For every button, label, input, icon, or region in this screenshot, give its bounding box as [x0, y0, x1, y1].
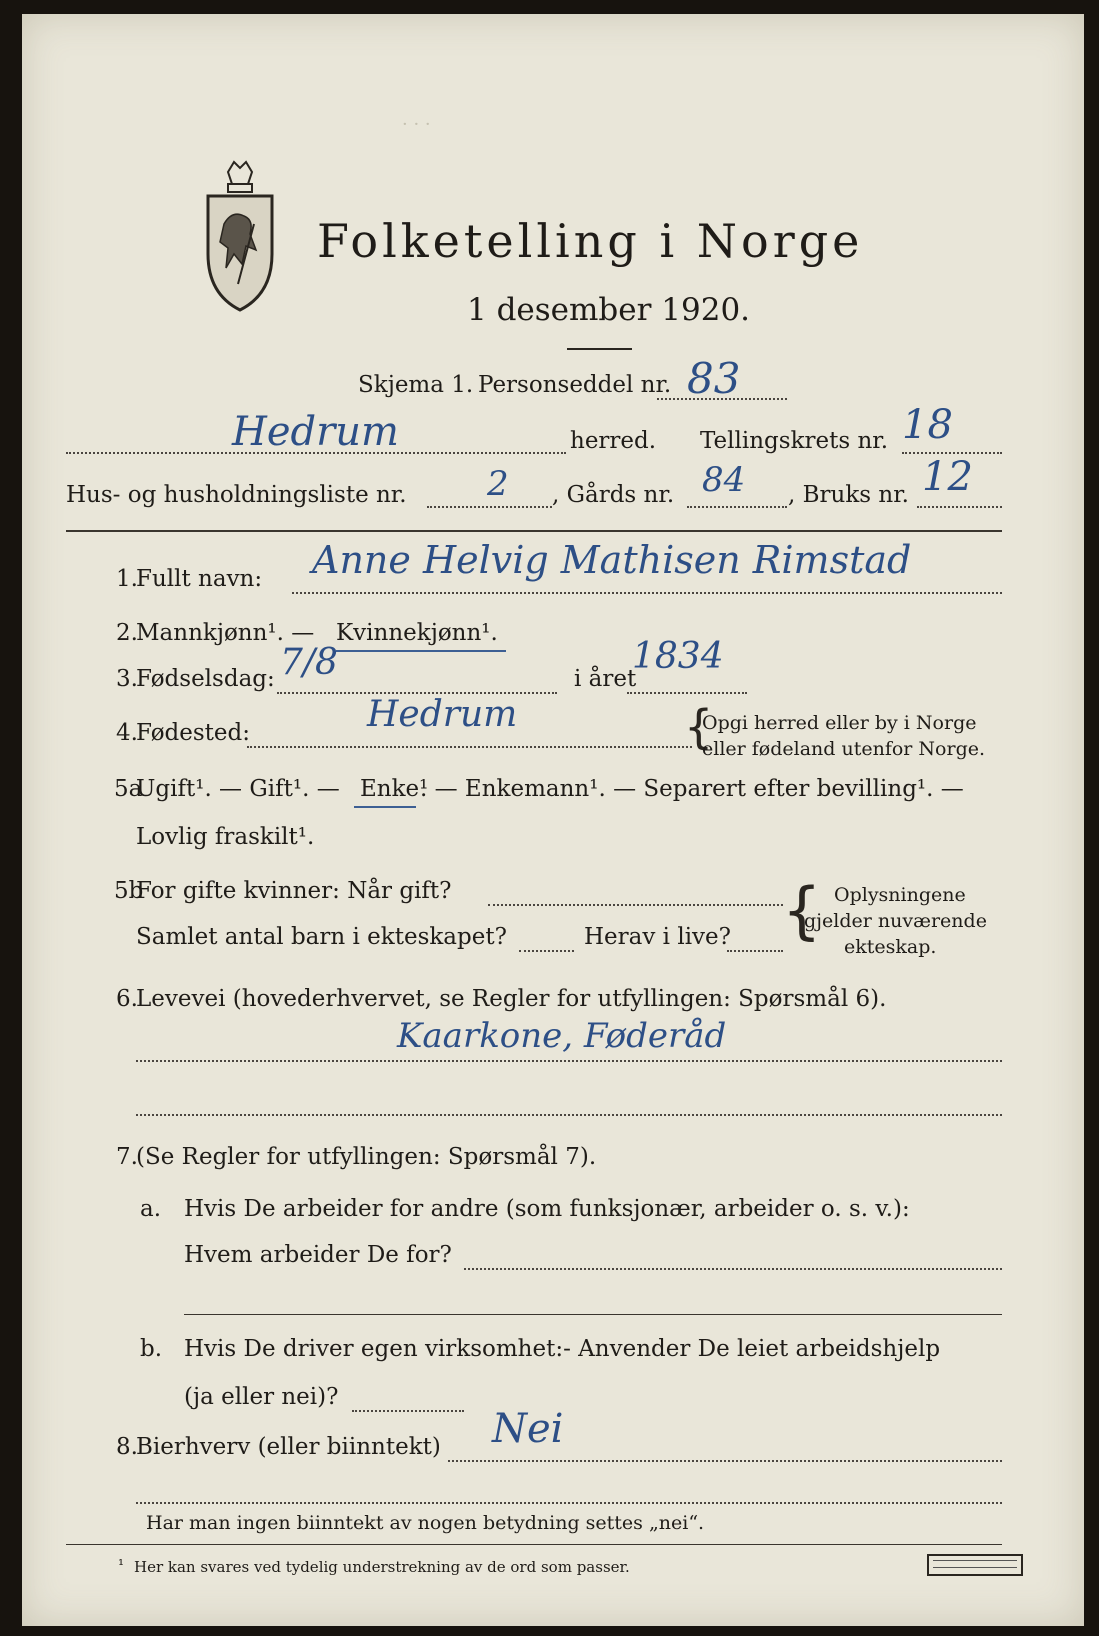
q5a-fraskilt: Lovlig fraskilt¹.	[136, 824, 315, 850]
hus-line	[427, 506, 552, 508]
gards-label: , Gårds nr.	[552, 482, 675, 508]
q7-number: 7.	[116, 1144, 138, 1170]
q1-label: Fullt navn:	[136, 566, 263, 592]
q3-number: 3.	[116, 666, 138, 692]
q4-label: Fødested:	[136, 720, 251, 746]
form-title: Folketelling i Norge	[317, 214, 864, 268]
q8-line	[448, 1460, 1002, 1462]
q1-number: 1.	[116, 566, 138, 592]
personseddel-value[interactable]: 83	[687, 354, 741, 403]
herred-value[interactable]: Hedrum	[232, 409, 399, 455]
form-date: 1 desember 1920.	[467, 292, 751, 328]
q3-label: Fødselsdag:	[136, 666, 275, 692]
q5b-number: 5b	[114, 878, 144, 904]
bruks-label: , Bruks nr.	[788, 482, 909, 508]
gards-value[interactable]: 84	[702, 460, 746, 500]
q7a-line1: Hvis De arbeider for andre (som funksjonær, arbeider o. s. v.):	[184, 1196, 910, 1222]
hus-value[interactable]: 2	[487, 464, 509, 504]
personseddel-label: Personseddel nr.	[478, 372, 672, 398]
q4-note1: Opgi herred eller by i Norge	[702, 712, 977, 734]
gards-line	[687, 506, 787, 508]
q5b-brace: {	[782, 874, 822, 947]
q7-label: (Se Regler for utfyllingen: Spørsmål 7).	[136, 1144, 597, 1170]
footnote-mark: ¹	[118, 1556, 125, 1574]
q4-note2: eller fødeland utenfor Norge.	[702, 738, 986, 760]
q7b-number: b.	[140, 1336, 163, 1362]
q2-kvinne: Kvinnekjønn¹.	[336, 620, 498, 646]
q7b-line	[352, 1410, 464, 1412]
q4-brace: {	[684, 700, 714, 754]
skjema-label: Skjema 1.	[358, 372, 474, 398]
coat-of-arms-icon	[198, 154, 282, 314]
q5a-enke: Enke¹	[360, 776, 429, 802]
q7a-number: a.	[140, 1196, 162, 1222]
q5a-enke-underline	[354, 806, 416, 808]
q7b-line2: (ja eller nei)?	[184, 1384, 339, 1410]
q5b-heravi: Herav i live?	[584, 924, 731, 950]
q6-label: Levevei (hovederhvervet, se Regler for utfyllingen: Spørsmål 6).	[136, 986, 887, 1012]
q8-number: 8.	[116, 1434, 138, 1460]
q8-value[interactable]: Nei	[492, 1406, 564, 1452]
header-rule	[66, 530, 1002, 532]
q7a-line2: Hvem arbeider De for?	[184, 1242, 452, 1268]
q5b-live-line	[727, 950, 783, 952]
tellingskrets-label: Tellingskrets nr.	[700, 428, 889, 454]
q5a-pre: Ugift¹. — Gift¹. —	[136, 776, 340, 802]
bruks-value[interactable]: 12	[922, 454, 973, 500]
q5b-line2: Samlet antal barn i ekteskapet?	[136, 924, 507, 950]
q5a-post: . — Enkemann¹. — Separert efter bevilling¹. —	[420, 776, 964, 802]
tellingskrets-value[interactable]: 18	[902, 402, 953, 448]
q3-year-value[interactable]: 1834	[632, 636, 724, 677]
q7a-line	[464, 1268, 1002, 1270]
q5a-number: 5a	[114, 776, 143, 802]
q6-value[interactable]: Kaarkone, Føderåd	[397, 1016, 727, 1056]
q4-number: 4.	[116, 720, 138, 746]
q6-line2	[136, 1114, 1002, 1116]
hus-label: Hus- og husholdningsliste nr.	[66, 482, 407, 508]
q6-line1	[136, 1060, 1002, 1062]
q4-line	[247, 746, 692, 748]
q5b-line1: For gifte kvinner: Når gift?	[136, 878, 452, 904]
q5b-note1: Oplysningene	[834, 884, 966, 906]
q1-value[interactable]: Anne Helvig Mathisen Rimstad	[312, 538, 912, 582]
footnote-text: Her kan svares ved tydelig understrekning av de ord som passer.	[134, 1558, 630, 1576]
nei-note: Har man ingen biinntekt av nogen betydning settes „nei“.	[146, 1512, 705, 1534]
q8-line2	[136, 1502, 1002, 1504]
bruks-line	[917, 506, 1002, 508]
q5b-note3: ekteskap.	[844, 936, 937, 958]
herred-label: herred.	[570, 428, 657, 454]
footer-rule	[66, 1544, 1002, 1545]
q3-year-line	[627, 692, 747, 694]
printer-stamp	[927, 1554, 1023, 1576]
q5b-gift-line	[488, 904, 783, 906]
q2-mann: Mannkjønn¹. —	[136, 620, 315, 646]
q7b-line1: Hvis De driver egen virksomhet:- Anvender De leiet arbeidshjelp	[184, 1336, 941, 1362]
q2-number: 2.	[116, 620, 138, 646]
bleed-through: · · ·	[402, 114, 431, 135]
q2-underline	[336, 650, 506, 652]
q3-day-value[interactable]: 7/8	[280, 642, 338, 683]
title-divider	[567, 348, 632, 350]
census-form	[22, 14, 1084, 1626]
q1-line	[292, 592, 1002, 594]
q7a-extra-line	[184, 1314, 1002, 1315]
q6-number: 6.	[116, 986, 138, 1012]
q8-label: Bierhverv (eller biinntekt)	[136, 1434, 441, 1460]
q5b-note2: gjelder nuværende	[804, 910, 987, 932]
q5b-barn-line	[519, 950, 574, 952]
q3-year-label: i året	[574, 666, 637, 692]
q4-value[interactable]: Hedrum	[367, 694, 518, 735]
